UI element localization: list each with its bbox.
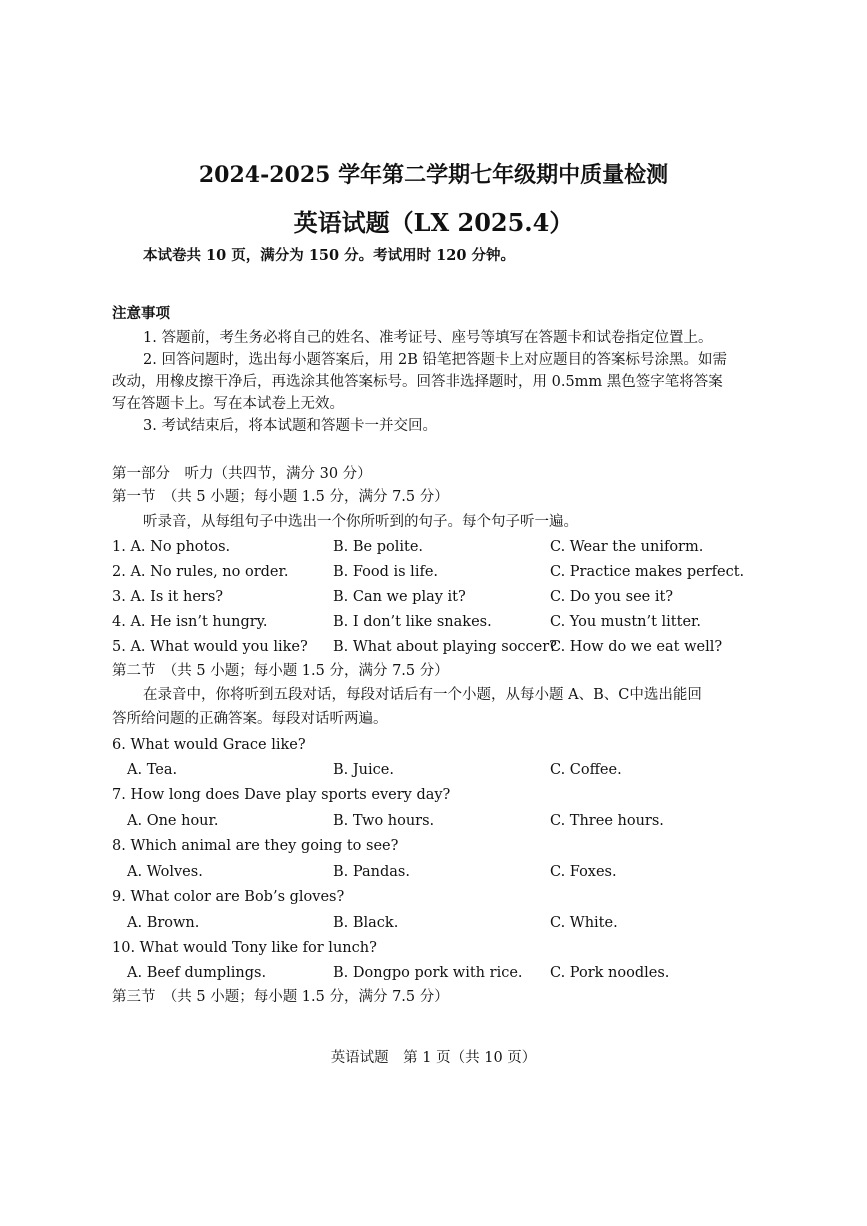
- q4-option-c: C. You mustn’t litter.: [550, 614, 701, 630]
- q1-option-a: 1. A. No photos.: [112, 539, 231, 555]
- q5-option-c: C. How do we eat well?: [550, 639, 723, 655]
- q9-option-a: A. Brown.: [127, 915, 200, 931]
- notes-item-1: 1. 答题前，考生务必将自己的姓名、准考证号、座号等填写在答题卡和试卷指定位置上。: [143, 330, 713, 346]
- q7-option-c: C. Three hours.: [550, 813, 664, 829]
- exam-title: 2024-2025 学年第二学期七年级期中质量检测: [198, 162, 669, 188]
- section2-heading: 第二节 （共 5 小题；每小题 1.5 分，满分 7.5 分）: [112, 663, 449, 679]
- q9-question: 9. What color are Bob’s gloves?: [112, 889, 345, 905]
- notes-item-2-line-3: 写在答题卡上。写在本试卷上无效。: [112, 396, 344, 412]
- q6-option-b: B. Juice.: [333, 762, 394, 778]
- notes-item-2-line-1: 2. 回答问题时，选出每小题答案后，用 2B 铅笔把答题卡上对应题目的答案标号涂黑。如需: [143, 352, 728, 368]
- q8-question: 8. Which animal are they going to see?: [112, 838, 399, 854]
- q8-option-c: C. Foxes.: [550, 864, 617, 880]
- q6-question: 6. What would Grace like?: [112, 737, 306, 753]
- q6-option-c: C. Coffee.: [550, 762, 622, 778]
- q4-option-b: B. I don’t like snakes.: [333, 614, 492, 630]
- section1-instruction: 听录音，从每组句子中选出一个你所听到的句子。每个句子听一遍。: [143, 514, 578, 530]
- exam-info: 本试卷共 10 页，满分为 150 分。考试用时 120 分钟。: [143, 247, 515, 264]
- q3-option-a: 3. A. Is it hers?: [112, 589, 224, 605]
- q7-option-a: A. One hour.: [127, 813, 219, 829]
- q5-option-a: 5. A. What would you like?: [112, 639, 308, 655]
- q10-option-b: B. Dongpo pork with rice.: [333, 965, 523, 981]
- q1-option-b: B. Be polite.: [333, 539, 424, 555]
- q9-option-c: C. White.: [550, 915, 618, 931]
- q10-question: 10. What would Tony like for lunch?: [112, 940, 377, 956]
- q8-option-a: A. Wolves.: [127, 864, 203, 880]
- section2-instruction-line-1: 在录音中，你将听到五段对话，每段对话后有一个小题，从每小题 A、B、C中选出能回: [143, 687, 702, 703]
- q5-option-b: B. What about playing soccer?: [333, 639, 557, 655]
- part1-heading: 第一部分 听力（共四节，满分 30 分）: [112, 466, 372, 482]
- section1-heading: 第一节 （共 5 小题；每小题 1.5 分，满分 7.5 分）: [112, 489, 449, 505]
- page-footer: 英语试题 第 1 页（共 10 页）: [330, 1050, 537, 1066]
- q3-option-c: C. Do you see it?: [550, 589, 674, 605]
- q7-question: 7. How long does Dave play sports every day?: [112, 787, 451, 803]
- notes-heading: 注意事项: [112, 305, 170, 322]
- section2-instruction-line-2: 答所给问题的正确答案。每段对话听两遍。: [112, 711, 388, 727]
- q10-option-a: A. Beef dumplings.: [127, 965, 267, 981]
- q10-option-c: C. Pork noodles.: [550, 965, 670, 981]
- q1-option-c: C. Wear the uniform.: [550, 539, 704, 555]
- exam-subtitle: 英语试题（LX 2025.4）: [293, 208, 574, 237]
- section3-heading: 第三节 （共 5 小题；每小题 1.5 分，满分 7.5 分）: [112, 989, 449, 1005]
- q4-option-a: 4. A. He isn’t hungry.: [112, 614, 268, 630]
- q8-option-b: B. Pandas.: [333, 864, 410, 880]
- notes-item-3: 3. 考试结束后，将本试题和答题卡一并交回。: [143, 418, 437, 434]
- notes-item-2-line-2: 改动，用橡皮擦干净后，再选涂其他答案标号。回答非选择题时，用 0.5mm 黑色签字笔将答案: [112, 374, 723, 390]
- q2-option-c: C. Practice makes perfect.: [550, 564, 745, 580]
- q9-option-b: B. Black.: [333, 915, 399, 931]
- q6-option-a: A. Tea.: [127, 762, 178, 778]
- q3-option-b: B. Can we play it?: [333, 589, 466, 605]
- q7-option-b: B. Two hours.: [333, 813, 435, 829]
- q2-option-a: 2. A. No rules, no order.: [112, 564, 289, 580]
- q2-option-b: B. Food is life.: [333, 564, 439, 580]
